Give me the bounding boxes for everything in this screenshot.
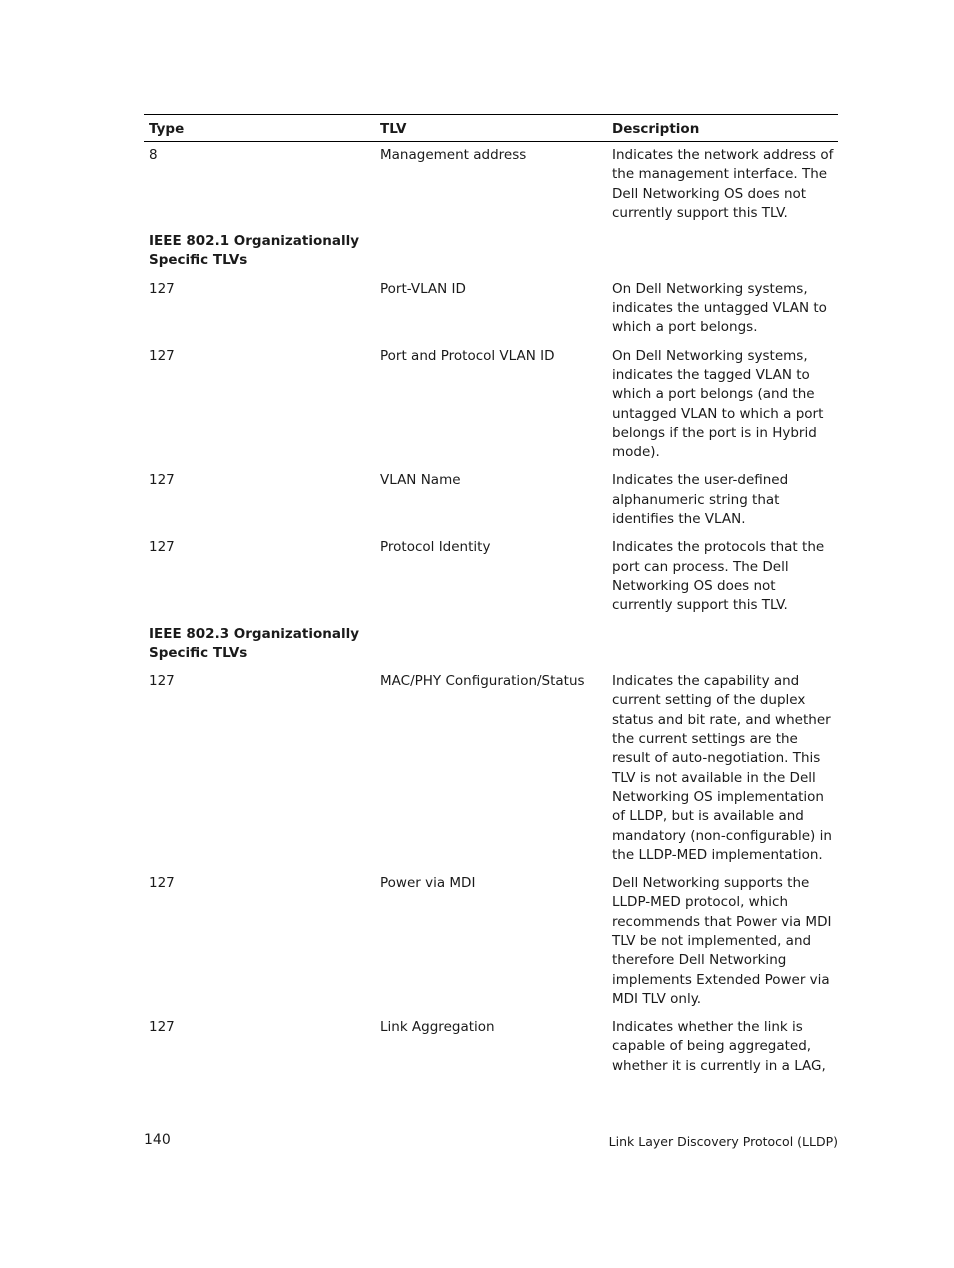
cell-tlv: Protocol Identity bbox=[380, 539, 491, 556]
table-body bbox=[144, 142, 838, 1081]
cell-tlv: VLAN Name bbox=[380, 472, 461, 489]
header-tlv: TLV bbox=[380, 120, 407, 137]
cell-tlv: Link Aggregation bbox=[380, 1019, 495, 1036]
cell-description: On Dell Networking systems, indicates the tagged VLAN to which a port belongs (and the untagged VLAN to which a port belongs if the port is in Hybrid mode). bbox=[612, 347, 824, 461]
table-row bbox=[144, 467, 838, 534]
section-row bbox=[144, 228, 838, 276]
cell-description: On Dell Networking systems, indicates the untagged VLAN to which a port belongs. bbox=[612, 280, 827, 336]
cell-type: 127 bbox=[149, 280, 175, 297]
cell-description: Indicates the user-defined alphanumeric string that identifies the VLAN. bbox=[612, 472, 789, 528]
tlv-table bbox=[144, 114, 838, 1081]
table-row bbox=[144, 276, 838, 343]
cell-tlv: Port-VLAN ID bbox=[380, 280, 466, 297]
cell-tlv: Port and Protocol VLAN ID bbox=[380, 347, 555, 364]
cell-type: 127 bbox=[149, 673, 175, 690]
header-type: Type bbox=[149, 120, 185, 137]
cell-type: 127 bbox=[149, 875, 175, 892]
cell-tlv: Management address bbox=[380, 147, 527, 163]
table-row bbox=[144, 870, 838, 1014]
section-row bbox=[144, 621, 838, 669]
cell-type: IEEE 802.3 Organizationally Specific TLVs bbox=[149, 625, 360, 661]
cell-type: IEEE 802.1 Organizationally Specific TLVs bbox=[149, 233, 360, 269]
cell-description: Indicates the protocols that the port can process. The Dell Networking OS does not currently support this TLV. bbox=[612, 539, 825, 614]
cell-type: 8 bbox=[149, 147, 158, 163]
cell-type: 127 bbox=[149, 347, 175, 364]
cell-description: Indicates whether the link is capable of being aggregated, whether it is currently in a LAG, bbox=[612, 1019, 826, 1074]
table-row bbox=[144, 142, 838, 228]
cell-tlv: MAC/PHY Configuration/Status bbox=[380, 673, 585, 690]
table-row bbox=[144, 343, 838, 468]
cell-type: 127 bbox=[149, 1019, 175, 1036]
header-description: Description bbox=[612, 120, 700, 137]
cell-type: 127 bbox=[149, 472, 175, 489]
cell-tlv bbox=[375, 621, 607, 669]
table-row bbox=[144, 668, 838, 870]
page-number: 140 bbox=[144, 1132, 171, 1148]
cell-tlv bbox=[375, 228, 607, 276]
chapter-title: Link Layer Discovery Protocol (LLDP) bbox=[608, 1134, 838, 1149]
table-header bbox=[144, 115, 838, 142]
cell-tlv: Power via MDI bbox=[380, 875, 476, 892]
cell-type: 127 bbox=[149, 539, 175, 556]
table-row bbox=[144, 1014, 838, 1081]
table-row bbox=[144, 534, 838, 620]
cell-description: Dell Networking supports the LLDP-MED protocol, which recommends that Power via MDI TLV be not implemented, and therefore Dell Networking implements Extended Power via MDI TLV only. bbox=[612, 875, 832, 1007]
cell-description bbox=[607, 621, 838, 669]
cell-description: Indicates the capability and current setting of the duplex status and bit rate, and whether the current settings are the result of auto-negotiation. This TLV is not available in the Dell Networking OS implementation of LLDP, but is available and mandatory (non-configurable) in the LLDP-MED implementation. bbox=[612, 673, 832, 863]
cell-description: Indicates the network address of the management interface. The Dell Networking OS does not currently support this TLV. bbox=[612, 147, 834, 221]
cell-description bbox=[607, 228, 838, 276]
